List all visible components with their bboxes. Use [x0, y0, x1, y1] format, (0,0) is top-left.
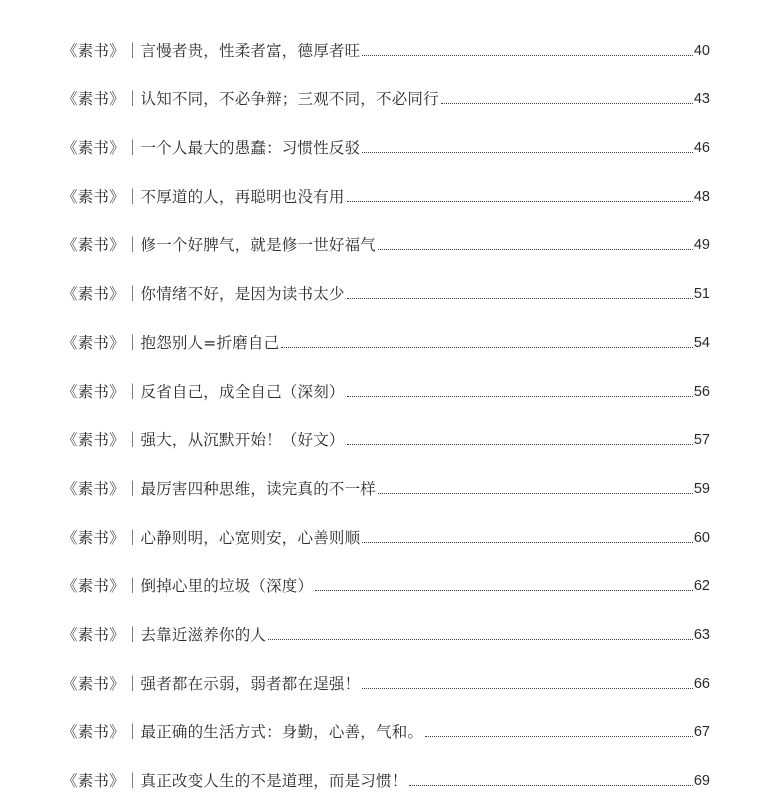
toc-entry-title: 《素书》｜强大，从沉默开始！（好文）: [62, 431, 345, 450]
toc-entry-page: 54: [693, 334, 710, 351]
toc-entry[interactable]: [62, 171, 710, 220]
toc-dot-leader: [409, 784, 692, 786]
toc-dot-leader: [362, 151, 693, 153]
toc-entry[interactable]: [62, 74, 710, 123]
toc-dot-leader: [315, 589, 693, 591]
toc-entry-title: 《素书》｜强者都在示弱，弱者都在逞强！: [62, 674, 361, 693]
toc-dot-leader: [362, 541, 693, 543]
toc-entry[interactable]: [62, 658, 710, 707]
toc-entry-title: 《素书》｜抱怨别人=折磨自己: [62, 333, 280, 352]
toc-entry-title: 《素书》｜言慢者贵，性柔者富，德厚者旺: [62, 41, 361, 60]
toc-entry-page: 62: [693, 578, 710, 595]
toc-dot-leader: [281, 346, 693, 348]
toc-dot-leader: [347, 443, 693, 445]
toc-entry-title: 《素书》｜修一个好脾气，就是修一世好福气: [62, 236, 377, 255]
toc-entry[interactable]: [62, 366, 710, 415]
toc-entry[interactable]: [62, 268, 710, 317]
toc-entry-title: 《素书》｜认知不同，不必争辩；三观不同，不必同行: [62, 90, 439, 109]
toc-entry-page: 59: [693, 480, 710, 497]
table-of-contents: [62, 25, 710, 804]
toc-dot-leader: [347, 297, 693, 299]
toc-dot-leader: [441, 102, 693, 104]
toc-entry-title: 《素书》｜反省自己，成全自己（深刻）: [62, 382, 345, 401]
toc-entry[interactable]: [62, 220, 710, 269]
toc-entry-title: 《素书》｜一个人最大的愚蠢：习惯性反驳: [62, 139, 361, 158]
toc-entry-title: 《素书》｜不厚道的人，再聪明也没有用: [62, 187, 345, 206]
toc-entry-page: 43: [693, 91, 710, 108]
toc-entry-title: 《素书》｜最厉害四种思维，读完真的不一样: [62, 479, 377, 498]
toc-entry[interactable]: [62, 463, 710, 512]
toc-entry[interactable]: [62, 512, 710, 561]
toc-entry[interactable]: [62, 317, 710, 366]
toc-entry-page: 67: [693, 724, 710, 741]
toc-entry-page: 60: [693, 529, 710, 546]
toc-entry[interactable]: [62, 707, 710, 756]
toc-entry-page: 66: [693, 675, 710, 692]
toc-dot-leader: [362, 687, 693, 689]
toc-entry-title: 《素书》｜真正改变人生的不是道理，而是习惯！: [62, 772, 408, 790]
toc-entry-page: 69: [693, 773, 710, 789]
toc-entry-page: 51: [693, 286, 710, 303]
toc-entry[interactable]: [62, 755, 710, 804]
toc-entry[interactable]: [62, 415, 710, 464]
toc-entry-title: 《素书》｜倒掉心里的垃圾（深度）: [62, 577, 314, 596]
toc-entry-title: 《素书》｜去靠近滋养你的人: [62, 625, 267, 644]
toc-dot-leader: [425, 735, 693, 737]
toc-entry-title: 《素书》｜心静则明，心宽则安，心善则顺: [62, 528, 361, 547]
toc-dot-leader: [268, 638, 693, 640]
toc-entry-page: 56: [693, 383, 710, 400]
toc-entry-page: 48: [693, 188, 710, 205]
toc-entry-title: 《素书》｜你情绪不好，是因为读书太少: [62, 285, 345, 304]
toc-dot-leader: [347, 395, 693, 397]
toc-entry[interactable]: [62, 25, 710, 74]
toc-entry-page: 57: [693, 432, 710, 449]
toc-dot-leader: [378, 492, 693, 494]
toc-entry[interactable]: [62, 122, 710, 171]
toc-entry[interactable]: [62, 609, 710, 658]
toc-entry[interactable]: [62, 561, 710, 610]
toc-dot-leader: [347, 200, 693, 202]
toc-entry-title: 《素书》｜最正确的生活方式：身勤，心善，气和。: [62, 723, 424, 742]
toc-dot-leader: [362, 54, 693, 56]
toc-entry-page: 49: [693, 237, 710, 254]
toc-dot-leader: [378, 248, 693, 250]
toc-entry-page: 40: [693, 42, 710, 59]
toc-entry-page: 63: [693, 626, 710, 643]
toc-entry-page: 46: [693, 140, 710, 157]
